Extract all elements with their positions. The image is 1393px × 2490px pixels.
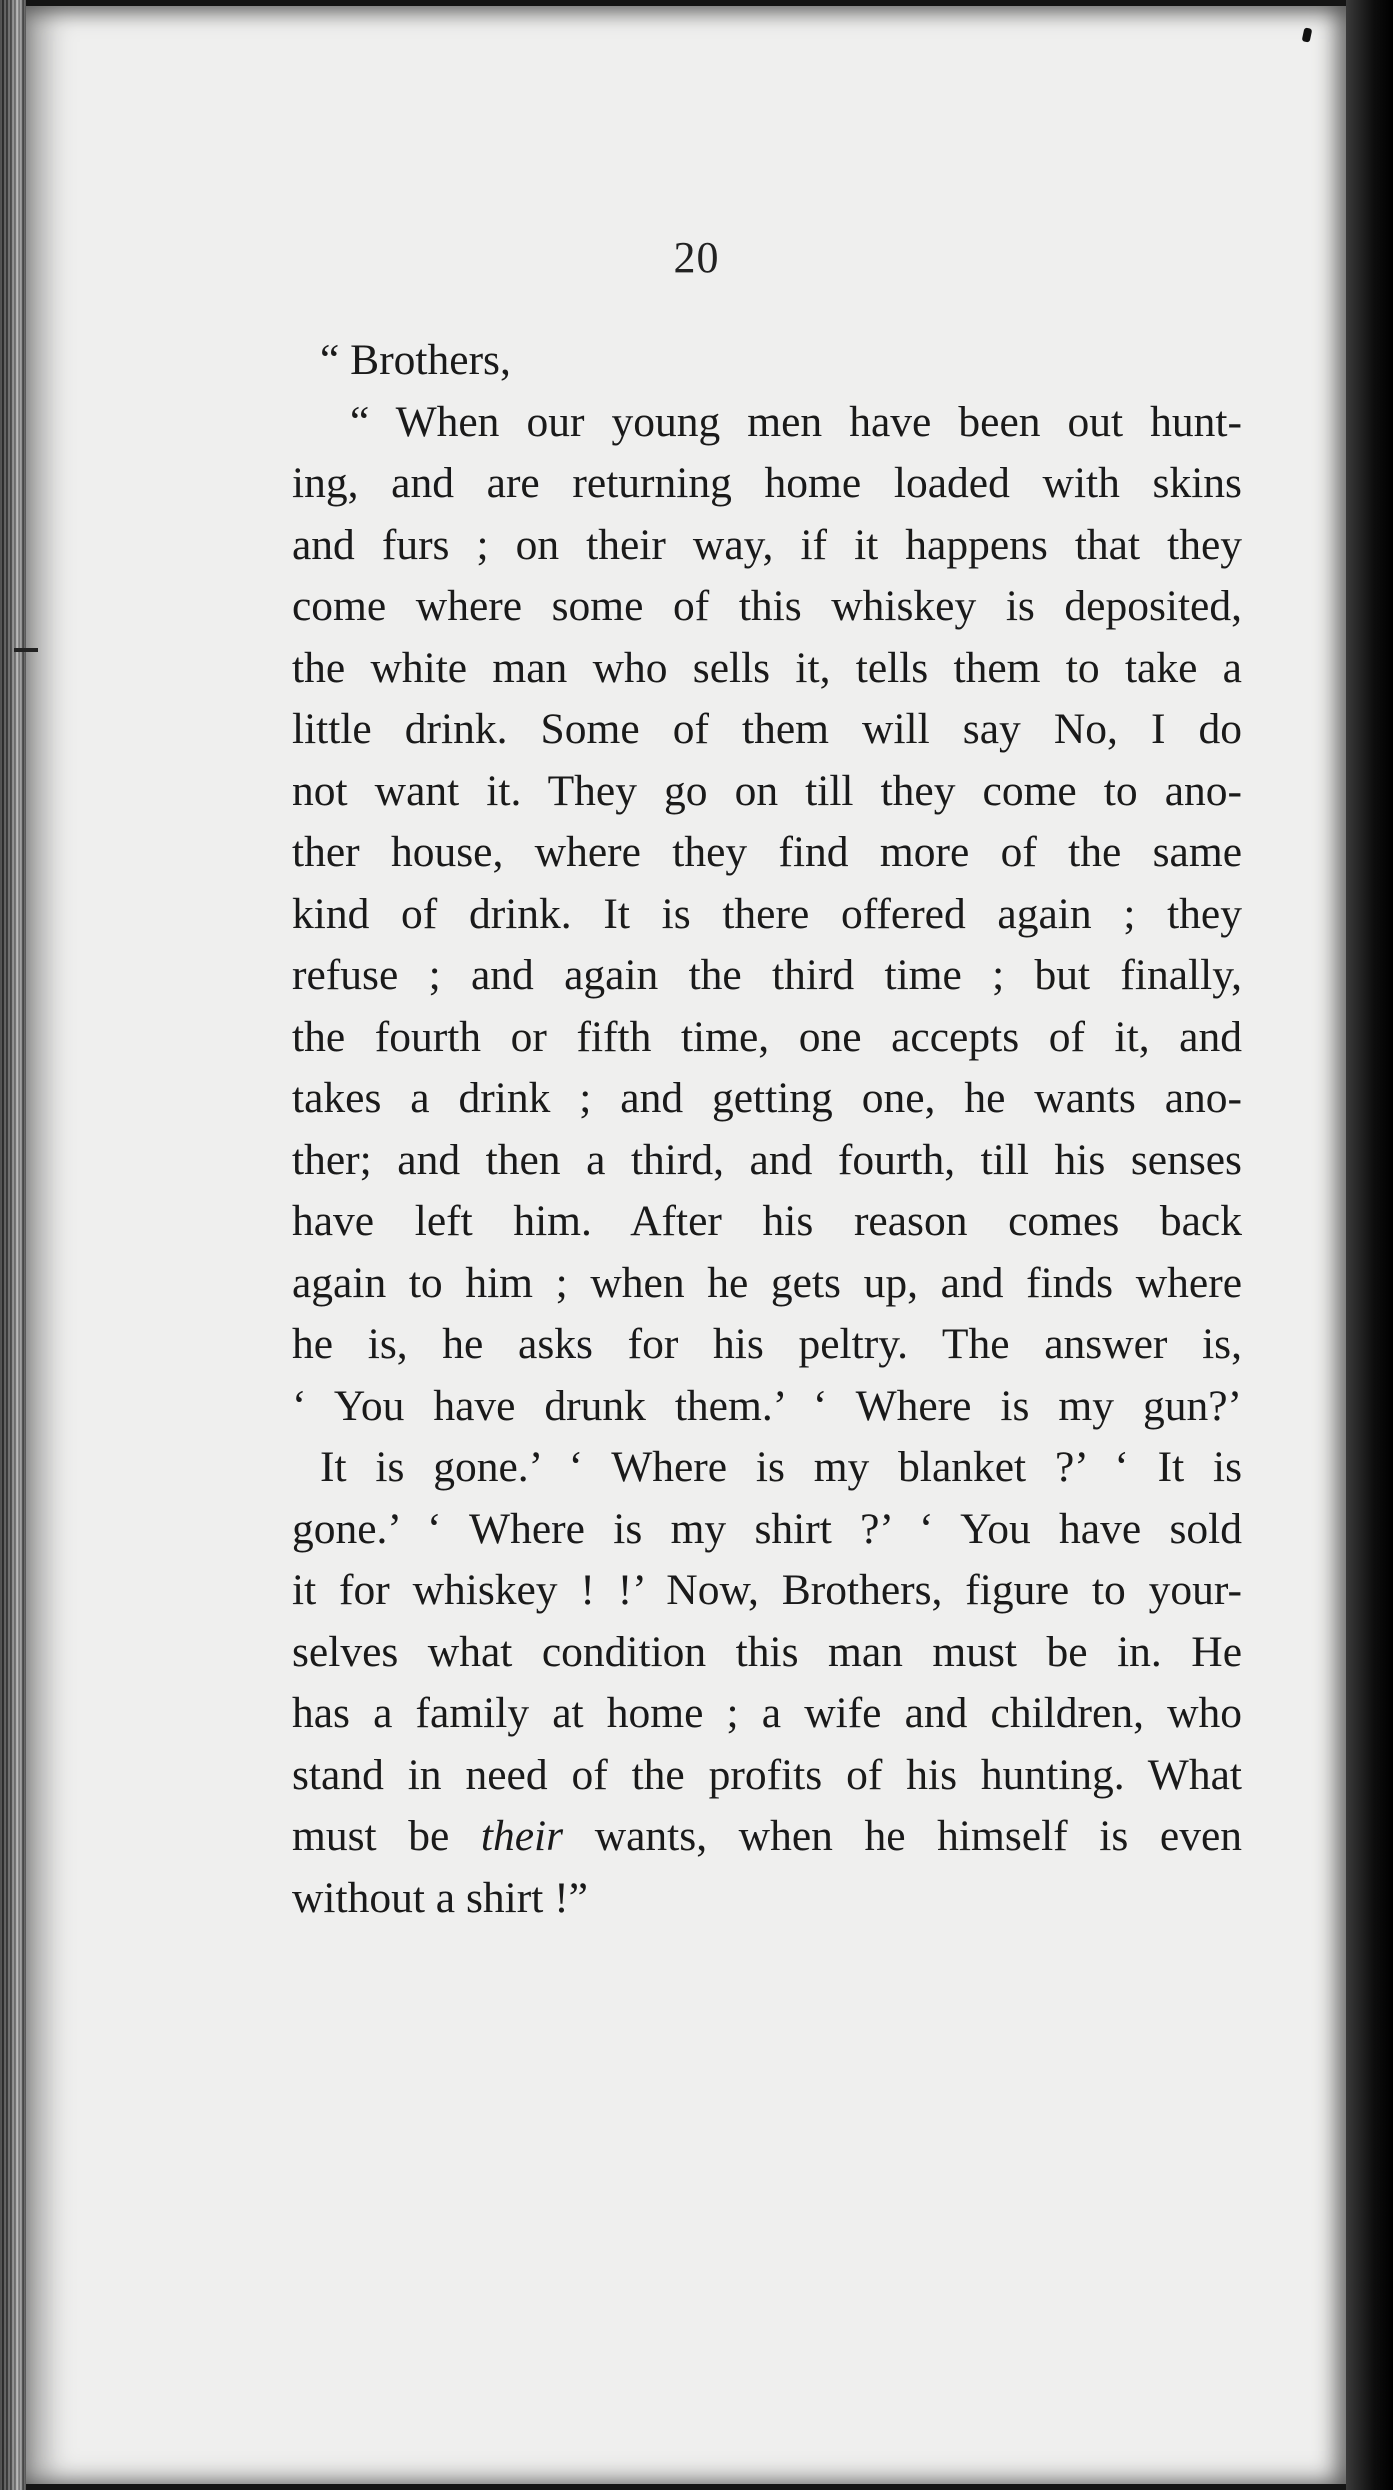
text-line: come where some of this whiskey is deposited,	[292, 582, 1242, 630]
text-line-with-italic	[292, 1806, 1242, 1868]
text-line: ther house, where they find more of the same	[292, 828, 1242, 876]
text-line: ‘ You have drunk them.’ ‘ Where is my gun?’	[292, 1381, 1242, 1430]
text-line: the white man who sells it, tells them to take a	[292, 643, 1242, 692]
text-line: ing, and are returning home loaded with skins	[292, 459, 1242, 507]
text-line: “ Brothers,	[320, 336, 511, 384]
text-line: not want it. They go on till they come to ano-	[292, 766, 1242, 815]
text-line: kind of drink. It is there offered again ; they	[292, 889, 1242, 938]
text-line: It is gone.’ ‘ Where is my blanket ?’ ‘ It is	[320, 1443, 1242, 1491]
text-line: gone.’ ‘ Where is my shirt ?’ ‘ You have sold	[292, 1504, 1242, 1553]
page-number: 20	[673, 233, 720, 282]
body-text	[292, 330, 1242, 1929]
text-line: selves what condition this man must be in. He	[292, 1627, 1242, 1676]
page-stack-edges	[0, 0, 26, 2490]
text-fragment: wants, when he himself is even	[594, 1812, 1243, 1860]
text-line: stand in need of the profits of his hunting. What	[292, 1750, 1242, 1799]
text-line: have left him. After his reason comes back	[292, 1197, 1242, 1245]
text-line: little drink. Some of them will say No, I do	[292, 705, 1242, 753]
text-line: takes a drink ; and getting one, he wants ano-	[292, 1074, 1242, 1122]
text-line: without a shirt !”	[292, 1873, 588, 1922]
italic-word: their	[480, 1812, 564, 1860]
text-fragment: must be	[292, 1812, 450, 1860]
text-line: he is, he asks for his peltry. The answer is,	[292, 1320, 1242, 1368]
text-line: “ When our young men have been out hunt-	[350, 397, 1242, 446]
text-line: and furs ; on their way, if it happens that they	[292, 520, 1242, 569]
text-line: it for whiskey ! !’ Now, Brothers, figure to your-	[292, 1566, 1242, 1614]
text-line: again to him ; when he gets up, and finds where	[292, 1258, 1242, 1307]
text-line: has a family at home ; a wife and children, who	[292, 1689, 1242, 1737]
book-right-edge	[1346, 0, 1393, 2490]
text-line: the fourth or fifth time, one accepts of it, and	[292, 1012, 1242, 1061]
text-line: refuse ; and again the third time ; but finally,	[292, 951, 1242, 999]
text-line: ther; and then a third, and fourth, till his senses	[292, 1135, 1242, 1184]
margin-mark	[14, 648, 38, 652]
